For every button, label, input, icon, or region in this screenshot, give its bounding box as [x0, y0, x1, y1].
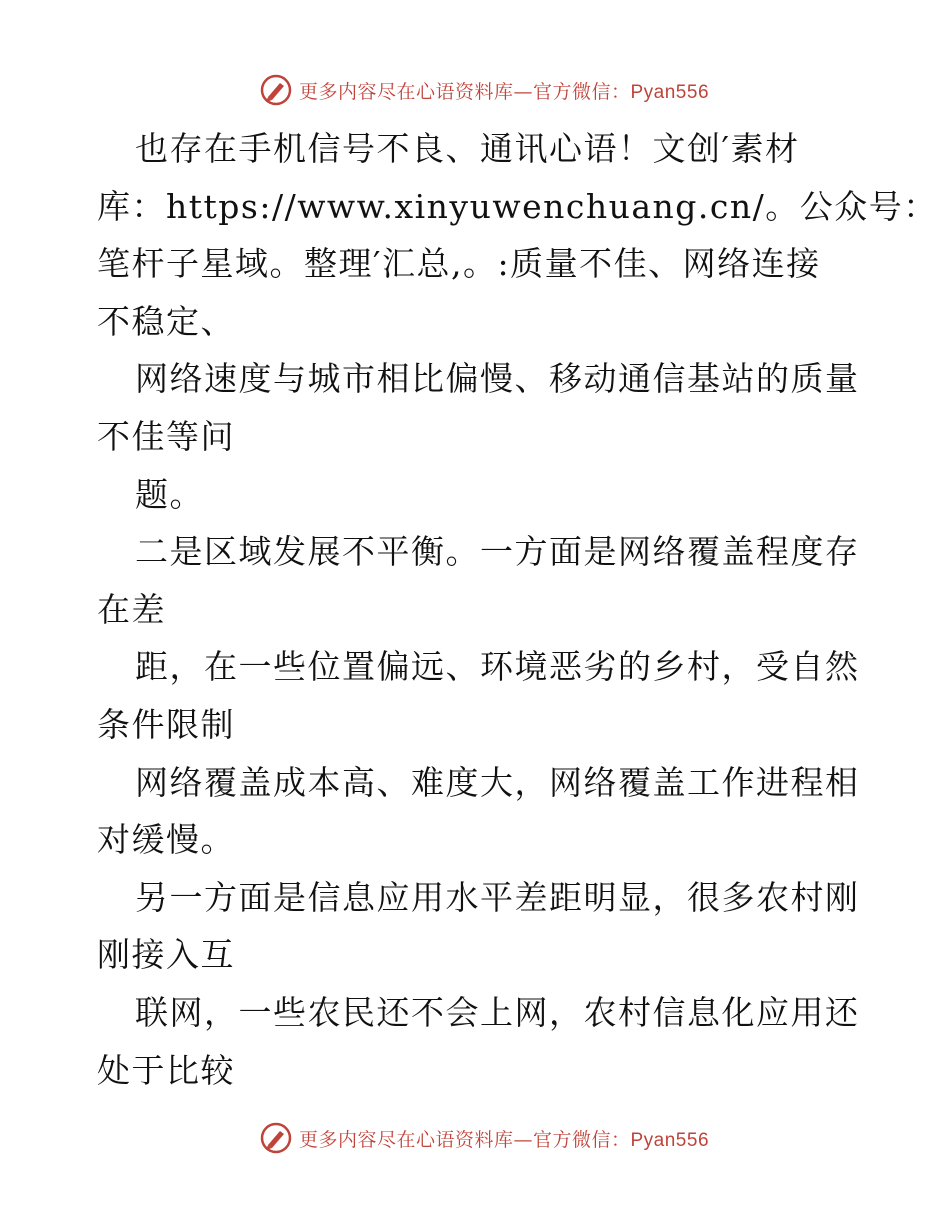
text-line: 在差: [97, 589, 166, 629]
text-line: 不稳定、: [97, 301, 235, 341]
text-line: 处于比较: [97, 1050, 235, 1090]
text-line: 联网，一些农民还不会上网，农村信息化应用还: [135, 992, 860, 1032]
pen-logo-icon: [259, 73, 293, 107]
text-line: 对缓慢。: [97, 820, 235, 860]
text-line: 笔杆子星域。整理′汇总,。:质量不佳、网络连接: [97, 244, 821, 284]
wechat-id: Pyan556: [630, 1129, 710, 1151]
wechat-id: Pyan556: [630, 81, 710, 103]
text-line: 网络覆盖成本高、难度大，网络覆盖工作进程相: [135, 762, 860, 802]
watermark-text: 更多内容尽在心语资料库—官方微信：Pyan556: [298, 1128, 710, 1151]
text-line: 库：https://www.xinyuwenchuang.cn/。公众号：: [97, 186, 938, 226]
document-body: [97, 120, 938, 1099]
pen-logo-icon: [259, 1121, 293, 1155]
text-line: 距，在一些位置偏远、环境恶劣的乡村，受自然: [135, 647, 860, 687]
text-line: 网络速度与城市相比偏慢、移动通信基站的质量: [135, 359, 860, 399]
text-line: 题。: [135, 474, 204, 514]
text-line: 条件限制: [97, 704, 235, 744]
header-watermark: [0, 70, 950, 110]
footer-watermark: [0, 1118, 950, 1158]
text-line: 另一方面是信息应用水平差距明显，很多农村刚: [135, 877, 860, 917]
text-line: 二是区域发展不平衡。一方面是网络覆盖程度存: [135, 532, 860, 572]
watermark-text: 更多内容尽在心语资料库—官方微信：Pyan556: [298, 80, 710, 103]
text-line: 刚接入互: [97, 935, 235, 975]
text-line: 也存在手机信号不良、通讯心语！文创′素材: [135, 129, 800, 168]
text-line: 不佳等问: [97, 416, 235, 456]
